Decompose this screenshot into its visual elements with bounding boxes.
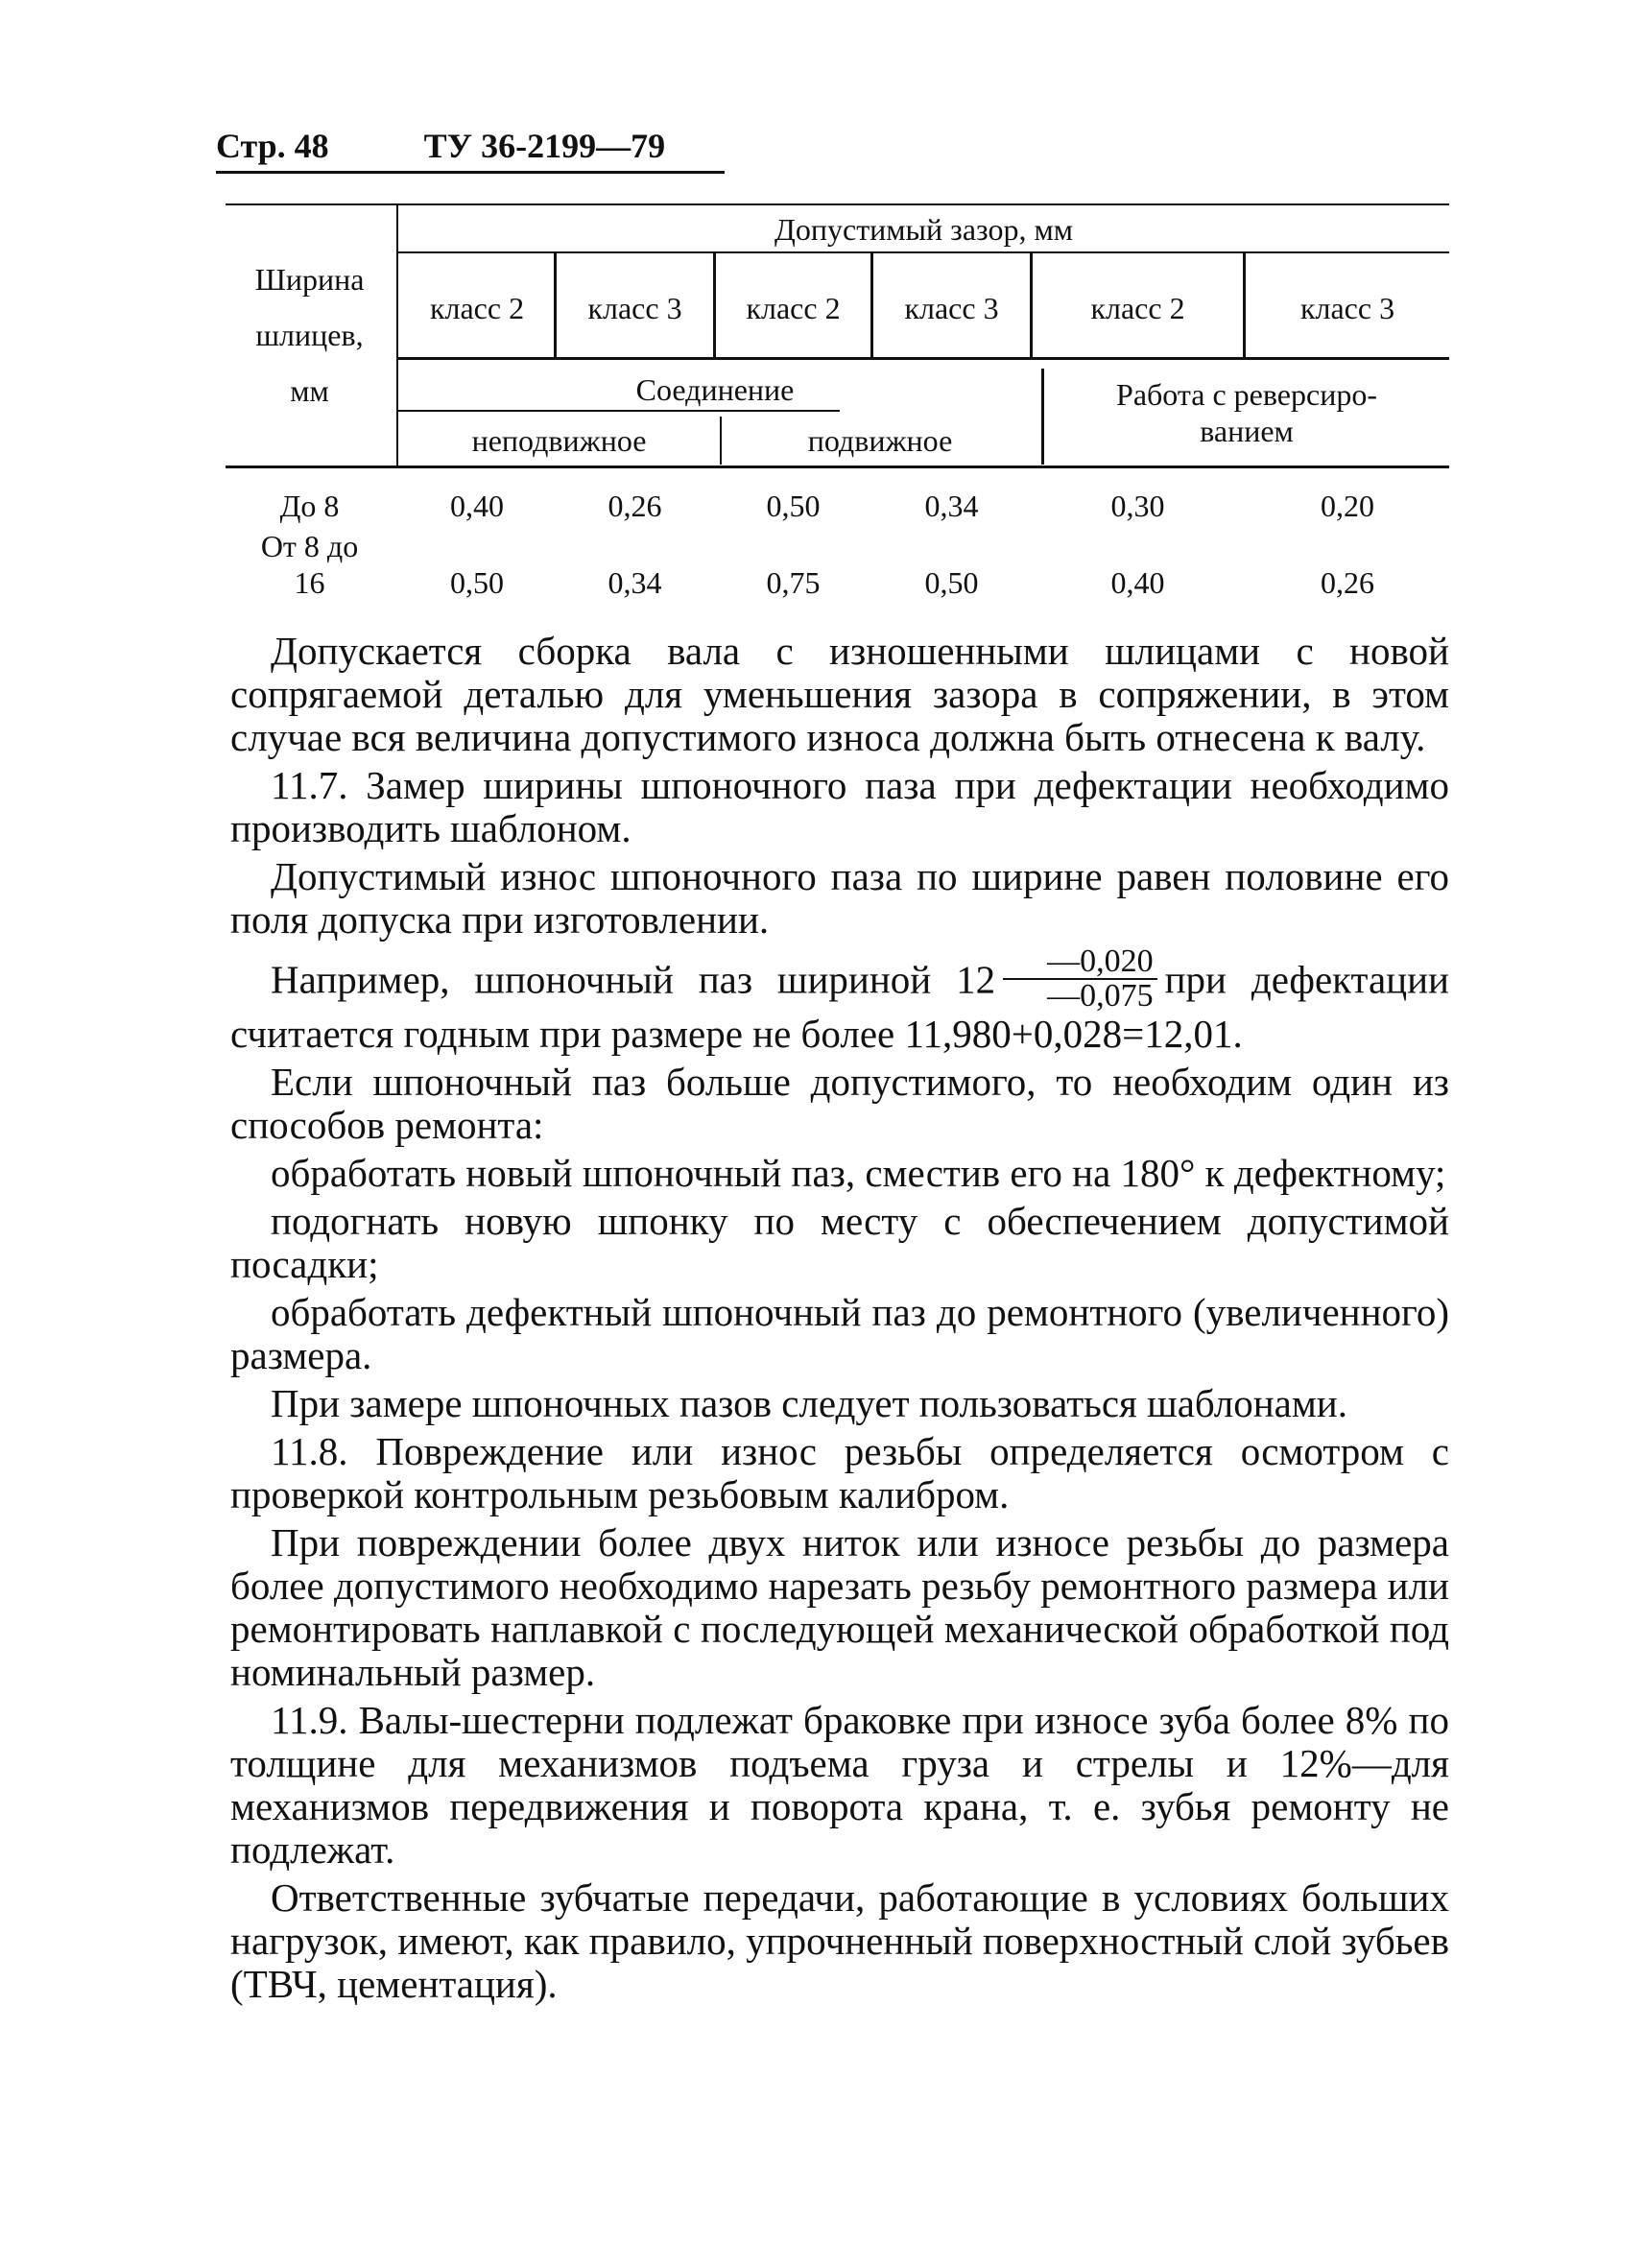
table-header-bottom-rule [226,466,1449,468]
class-header: класс 2 [746,291,841,325]
reversing-header-line: ванием [1200,414,1294,448]
width-header-line: мм [290,373,329,408]
body-text [230,630,1449,2011]
reversing-header [1044,376,1449,449]
fixed-connection-header: неподвижное [471,423,647,458]
list-item: обработать дефектный шпоночный паз до ремонтного (увеличенного) размера. [230,1290,1449,1377]
table-cell-value: 0,20 [1321,489,1374,523]
document-code: ТУ 36-2199—79 [423,127,666,165]
table-row-width-line: От 8 до [260,529,359,563]
movable-connection-header: подвижное [807,423,953,458]
table-row-width-line: 16 [294,565,325,600]
table-cell-value: 0,50 [766,489,821,523]
tolerance-fraction [1003,945,1157,1013]
class-header: класс 2 [429,291,525,325]
paragraph: Ответственные зубчатые передачи, работающие в условиях больших нагрузок, имеют, как правило, упрочненный поверхностный слой зубьев (ТВЧ, цементация). [230,1875,1449,2006]
width-header-line: Ширина [254,262,365,297]
paragraph-with-fraction [230,943,1449,1056]
tolerance-lower: —0,075 [1047,978,1154,1014]
paragraph: При замере шпоночных пазов следует пользоваться шаблонами. [271,1381,1347,1425]
connection-header: Соединение [635,372,795,407]
table-class-rule [398,357,1449,360]
clearance-table [226,203,1449,607]
page-number: Стр. 48 [216,127,329,165]
table-cell-value: 0,26 [1321,565,1374,600]
width-header-line: шлицев, [255,318,364,352]
table-cell-value: 0,30 [1110,489,1165,523]
table-cell-value: 0,75 [766,565,821,600]
list-item: подогнать новую шпонку по месту с обеспечением допустимой посадки; [230,1199,1449,1286]
clearance-group-header: Допустимый зазор, мм [774,212,1073,247]
class-header: класс 3 [587,291,682,325]
table-cell-value: 0,50 [450,565,504,600]
paragraph: Допустимый износ шпоночного паза по ширине равен половине его поля допуска при изготовлении. [230,854,1449,942]
table-cell-value: 0,40 [1110,565,1165,600]
table-cell-value: 0,26 [608,489,662,523]
paragraph: Допускается сборка вала с изношенными шлицами с новой сопрягаемой деталью для уменьшения зазора в сопряжении, в этом случае вся величина допустимого износа должна быть отнесена к валу. [230,629,1449,759]
table-connection-rule [398,410,840,412]
running-header [216,125,725,174]
class-header: класс 2 [1090,291,1185,325]
table-cell-value: 0,40 [450,489,504,523]
tolerance-upper: —0,020 [1003,945,1157,980]
width-header [226,251,393,418]
paragraph-text: Например, шпоночный паз шириной 12 [271,957,996,1002]
table-cell-value: 0,34 [924,489,979,523]
class-header: класс 3 [904,291,999,325]
paragraph: Если шпоночный паз больше допустимого, то необходим один из способов ремонта: [230,1060,1449,1147]
paragraph: 11.9. Валы-шестерни подлежат браковке при износе зуба более 8% по толщине для механизмов подъема груза и стрелы и 12%—для механизмов передвижения и поворота крана, т. е. зубья ремонту не подлежат. [230,1698,1449,1872]
table-cell-value: 0,34 [608,565,662,600]
class-header: класс 3 [1299,291,1395,325]
paragraph-text: при дефектации считается годным при размере не более 11,980+0,028=12,01. [230,957,1449,1056]
table-top-rule [226,203,1449,205]
table-cell-value: 0,50 [924,565,979,600]
table-row-width: До 8 [279,489,340,523]
list-item: обработать новый шпоночный паз, сместив его на 180° к дефектному; [271,1151,1446,1195]
paragraph: При повреждении более двух ниток или износе резьбы до размера более допустимого необходимо нарезать резьбу ремонтного размера или ремонтировать наплавкой с последующей механической обработкой под номинальный размер. [230,1520,1449,1694]
table-row-width [226,528,393,601]
reversing-header-line: Работа с реверсиро- [1116,377,1377,412]
paragraph: 11.8. Повреждение или износ резьбы определяется осмотром с проверкой контрольным резьбовым калибром. [230,1429,1449,1516]
paragraph: 11.7. Замер ширины шпоночного паза при дефектации необходимо производить шаблоном. [230,763,1449,850]
